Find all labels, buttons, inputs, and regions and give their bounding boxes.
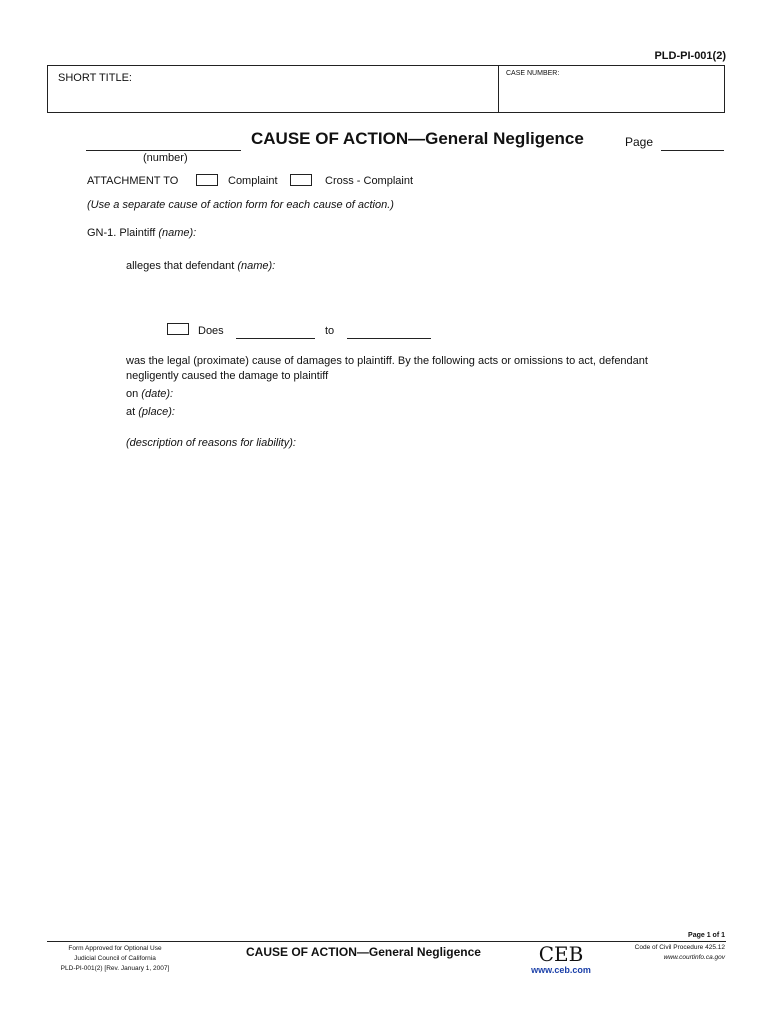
on-prefix: on (126, 388, 142, 400)
approved-line-2: Judicial Council of California (74, 955, 156, 962)
description-label: (description of reasons for liability): (126, 437, 296, 449)
at-place-line (126, 406, 175, 418)
on-date-line (126, 388, 173, 400)
date-label: (date): (141, 388, 174, 400)
does-checkbox[interactable] (167, 323, 189, 335)
courtinfo-link[interactable]: www.courtinfo.ca.gov (663, 954, 725, 961)
footer-right (600, 943, 725, 963)
ceb-logo-text: CEB (538, 942, 584, 966)
to-label: to (325, 325, 335, 337)
form-id: PLD-PI-001(2) (654, 50, 726, 62)
cause-line-2: negligently caused the damage to plaintiff (126, 370, 329, 382)
does-to-field[interactable] (347, 337, 431, 339)
attachment-note: (Use a separate cause of action form for each cause of action.) (87, 199, 394, 211)
complaint-label: Complaint (228, 175, 278, 187)
page-label: Page (625, 135, 654, 149)
caption-divider (498, 66, 499, 113)
complaint-checkbox[interactable] (196, 174, 218, 186)
at-prefix: at (126, 406, 139, 418)
page-of: Page 1 of 1 (688, 932, 725, 939)
short-title-label: SHORT TITLE: (58, 72, 132, 84)
page-number-field[interactable] (661, 149, 724, 151)
does-label: Does (198, 325, 224, 337)
cross-complaint-label: Cross - Complaint (325, 175, 414, 187)
place-label: (place): (138, 406, 175, 418)
cause-line-1: was the legal (proximate) cause of damages to plaintiff. By the following acts or omissions to act, defendant (126, 355, 648, 367)
cross-complaint-checkbox[interactable] (290, 174, 312, 186)
gn1-prefix: GN-1. Plaintiff (87, 227, 159, 239)
defendant-name-label: (name): (237, 260, 276, 272)
code-line: Code of Civil Procedure 425.12 (634, 944, 725, 951)
number-label: (number) (143, 152, 188, 164)
attachment-label: ATTACHMENT TO (87, 175, 179, 187)
footer-title: CAUSE OF ACTION—General Negligence (246, 945, 481, 959)
ceb-link[interactable]: www.ceb.com (531, 965, 591, 975)
approved-line-1: Form Approved for Optional Use (68, 945, 162, 952)
defendant-prefix: alleges that defendant (126, 260, 238, 272)
does-from-field[interactable] (236, 337, 315, 339)
footer-approval (30, 944, 200, 974)
ceb-logo-icon (538, 942, 584, 966)
defendant-line (126, 260, 275, 272)
caption-box (47, 65, 725, 113)
page-title: CAUSE OF ACTION—General Negligence (251, 129, 584, 148)
cause-number-field[interactable] (86, 149, 241, 151)
approved-line-3: PLD-PI-001(2) [Rev. January 1, 2007] (60, 965, 170, 972)
case-number-label: CASE NUMBER: (506, 70, 560, 77)
footer-rule (47, 941, 726, 942)
plaintiff-line (87, 227, 196, 239)
plaintiff-name-label: (name): (158, 227, 197, 239)
